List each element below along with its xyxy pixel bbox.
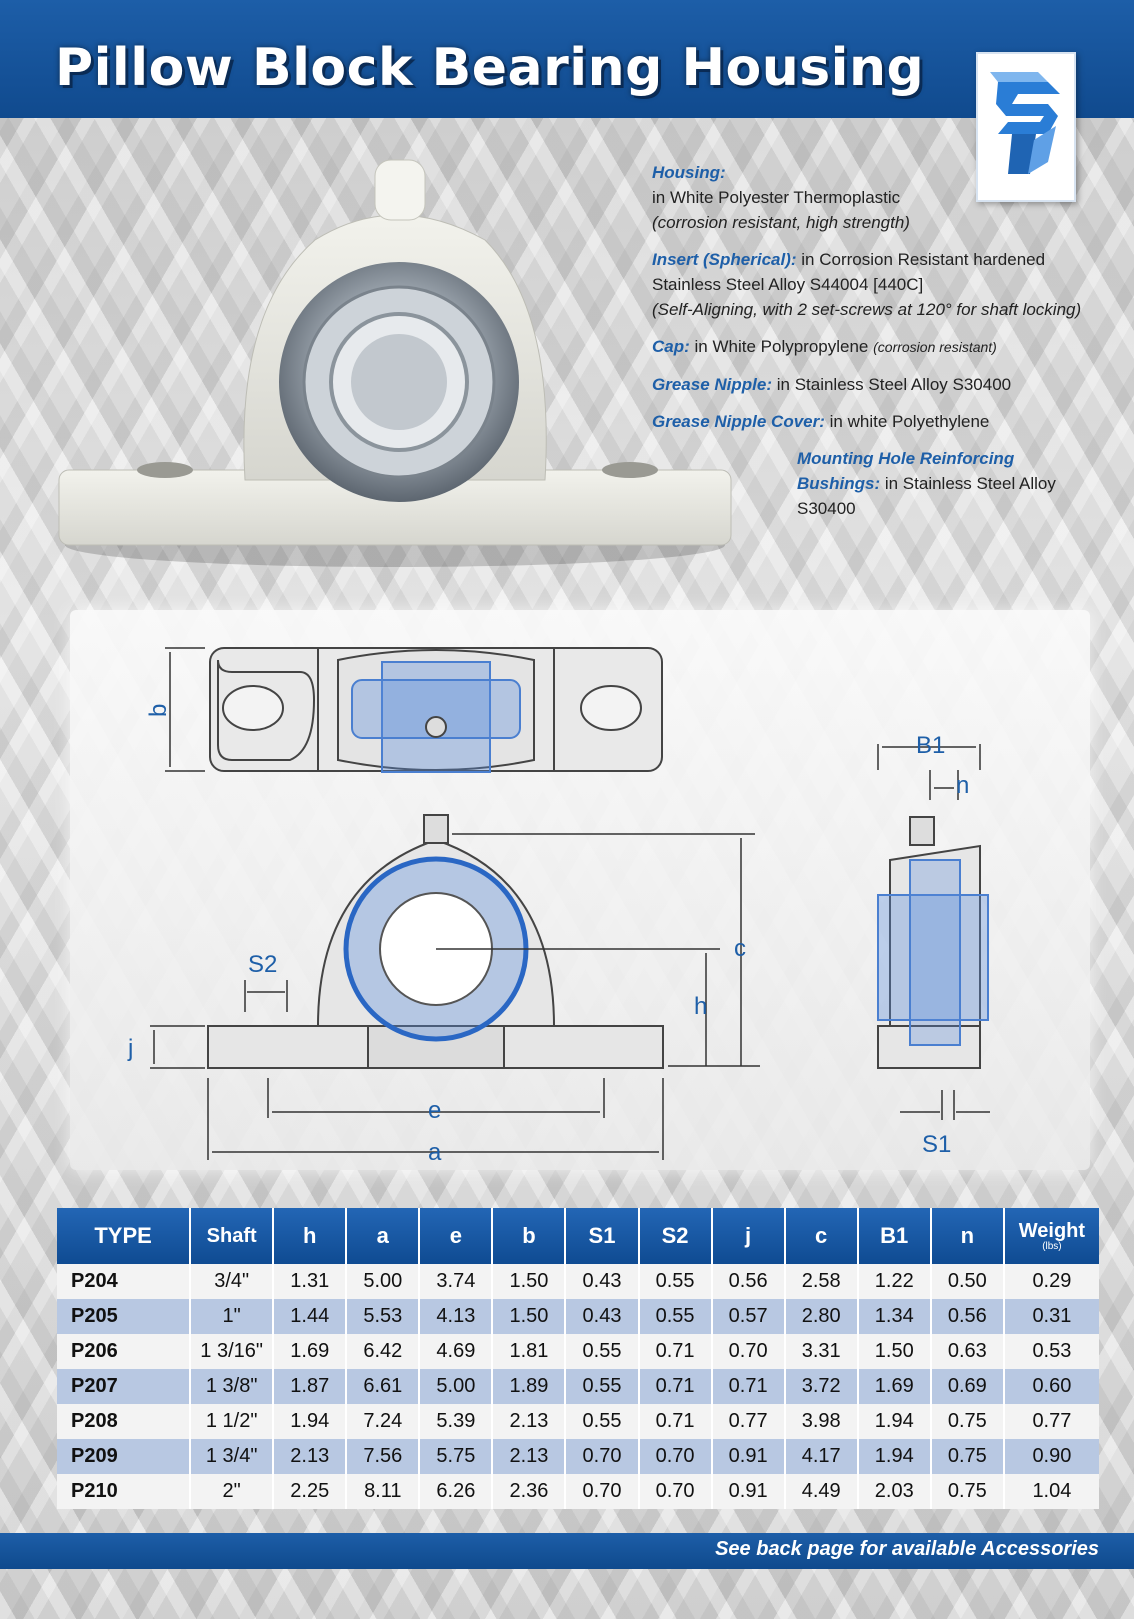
col-header: S2 [639,1208,712,1264]
col-header: B1 [858,1208,931,1264]
table-header-row [57,1208,1099,1264]
table-cell: 5.75 [419,1439,492,1474]
dim-label-e: e [428,1097,442,1124]
table-cell: 1.50 [492,1264,565,1299]
dimensions-table [57,1208,1099,1509]
table-cell: 0.91 [712,1439,785,1474]
table-cell: 1.94 [858,1404,931,1439]
type-cell: P208 [57,1404,190,1439]
table-cell: 3.72 [785,1369,858,1404]
spec-grease-cover: Grease Nipple Cover: in white Polyethylene [652,412,990,431]
table-cell: 0.75 [931,1474,1004,1509]
table-cell: 0.71 [639,1404,712,1439]
table-cell: 0.90 [1004,1439,1099,1474]
dimensions-table-wrapper [57,1208,1099,1509]
dim-label-n: n [956,772,970,799]
header-bar [0,0,1134,118]
footer-note: See back page for available Accessories [715,1538,1099,1560]
dim-label-a: a [428,1139,442,1166]
table-cell: 3/4" [190,1264,273,1299]
spec-cap: Cap: in White Polypropylene (corrosion resistant) [652,337,997,356]
table-cell: 2.13 [273,1439,346,1474]
spec-housing: Housing: in White Polyester Thermoplastic (corrosion resistant, high strength) [652,163,910,232]
table-cell: 1.22 [858,1264,931,1299]
table-cell: 0.70 [565,1474,638,1509]
col-header: a [346,1208,419,1264]
col-header: e [419,1208,492,1264]
dim-label-B1: B1 [916,732,946,759]
page-title: Pillow Block Bearing Housing [55,38,925,98]
table-cell: 1.87 [273,1369,346,1404]
table-cell: 4.17 [785,1439,858,1474]
table-row [57,1299,1099,1334]
table-cell: 2.13 [492,1439,565,1474]
table-cell: 6.26 [419,1474,492,1509]
col-header: n [931,1208,1004,1264]
col-header: c [785,1208,858,1264]
table-cell: 1.89 [492,1369,565,1404]
type-cell: P206 [57,1334,190,1369]
dim-label-S2: S2 [248,951,278,978]
table-cell: 8.11 [346,1474,419,1509]
spec-bushings: Mounting Hole Reinforcing Bushings: in Stainless Steel Alloy S30400 [797,449,1056,518]
table-cell: 0.71 [639,1369,712,1404]
type-cell: P209 [57,1439,190,1474]
table-cell: 2.13 [492,1404,565,1439]
col-header: h [273,1208,346,1264]
table-cell: 0.55 [639,1299,712,1334]
table-cell: 0.75 [931,1404,1004,1439]
table-cell: 0.57 [712,1299,785,1334]
table-cell: 0.55 [565,1334,638,1369]
col-header: b [492,1208,565,1264]
col-header: TYPE [57,1208,190,1264]
table-row [57,1264,1099,1299]
dim-label-h: h [694,993,708,1020]
dim-label-c: c [734,935,746,962]
table-cell: 0.55 [565,1369,638,1404]
table-cell: 1 3/4" [190,1439,273,1474]
table-cell: 0.29 [1004,1264,1099,1299]
table-cell: 2" [190,1474,273,1509]
type-cell: P207 [57,1369,190,1404]
table-cell: 1.81 [492,1334,565,1369]
footer-bar [0,1533,1134,1569]
table-cell: 0.56 [931,1299,1004,1334]
table-cell: 6.42 [346,1334,419,1369]
table-cell: 3.31 [785,1334,858,1369]
table-cell: 0.91 [712,1474,785,1509]
table-cell: 0.69 [931,1369,1004,1404]
table-cell: 7.56 [346,1439,419,1474]
table-cell: 2.36 [492,1474,565,1509]
table-cell: 5.53 [346,1299,419,1334]
col-header: Shaft [190,1208,273,1264]
table-cell: 4.13 [419,1299,492,1334]
table-cell: 1.94 [858,1439,931,1474]
table-cell: 3.74 [419,1264,492,1299]
type-cell: P205 [57,1299,190,1334]
spec-grease-nipple: Grease Nipple: in Stainless Steel Alloy S30400 [652,375,1012,394]
table-cell: 1 3/8" [190,1369,273,1404]
table-cell: 0.70 [712,1334,785,1369]
table-cell: 3.98 [785,1404,858,1439]
table-cell: 0.53 [1004,1334,1099,1369]
table-cell: 0.71 [712,1369,785,1404]
table-cell: 0.70 [639,1439,712,1474]
table-cell: 0.77 [712,1404,785,1439]
table-cell: 1.69 [858,1369,931,1404]
table-cell: 0.50 [931,1264,1004,1299]
col-header: S1 [565,1208,638,1264]
table-body [57,1264,1099,1509]
table-cell: 1.31 [273,1264,346,1299]
table-cell: 0.75 [931,1439,1004,1474]
table-cell: 0.77 [1004,1404,1099,1439]
table-cell: 0.70 [565,1439,638,1474]
col-header-weight: Weight (lbs) [1004,1208,1099,1264]
table-cell: 0.70 [639,1474,712,1509]
table-cell: 1.34 [858,1299,931,1334]
dim-label-j: j [128,1035,134,1062]
table-cell: 5.00 [419,1369,492,1404]
table-cell: 1.69 [273,1334,346,1369]
table-row [57,1334,1099,1369]
table-cell: 0.60 [1004,1369,1099,1404]
table-cell: 4.49 [785,1474,858,1509]
table-cell: 6.61 [346,1369,419,1404]
specifications [652,160,1082,533]
table-cell: 1.04 [1004,1474,1099,1509]
table-row [57,1474,1099,1509]
table-row [57,1439,1099,1474]
table-cell: 0.55 [565,1404,638,1439]
table-cell: 0.63 [931,1334,1004,1369]
table-cell: 1 3/16" [190,1334,273,1369]
col-header: j [712,1208,785,1264]
table-cell: 4.69 [419,1334,492,1369]
spec-insert: Insert (Spherical): in Corrosion Resistant hardened Stainless Steel Alloy S44004 [440C] (Self-Aligning, with 2 set-screws at 120° for shaft locking) [652,250,1082,319]
table-cell: 2.80 [785,1299,858,1334]
table-cell: 2.25 [273,1474,346,1509]
table-cell: 7.24 [346,1404,419,1439]
table-cell: 0.43 [565,1299,638,1334]
table-cell: 0.55 [639,1264,712,1299]
table-cell: 5.00 [346,1264,419,1299]
table-cell: 1" [190,1299,273,1334]
table-row [57,1369,1099,1404]
dim-label-S1: S1 [922,1131,952,1158]
table-cell: 0.71 [639,1334,712,1369]
table-cell: 1 1/2" [190,1404,273,1439]
table-cell: 1.50 [492,1299,565,1334]
table-cell: 1.50 [858,1334,931,1369]
type-cell: P204 [57,1264,190,1299]
dim-label-b: b [145,703,172,717]
table-cell: 0.31 [1004,1299,1099,1334]
table-cell: 0.43 [565,1264,638,1299]
table-cell: 0.56 [712,1264,785,1299]
table-cell: 2.03 [858,1474,931,1509]
table-cell: 1.44 [273,1299,346,1334]
table-cell: 1.94 [273,1404,346,1439]
table-cell: 5.39 [419,1404,492,1439]
technical-drawing-panel [70,610,1090,1170]
table-row [57,1404,1099,1439]
table-cell: 2.58 [785,1264,858,1299]
type-cell: P210 [57,1474,190,1509]
